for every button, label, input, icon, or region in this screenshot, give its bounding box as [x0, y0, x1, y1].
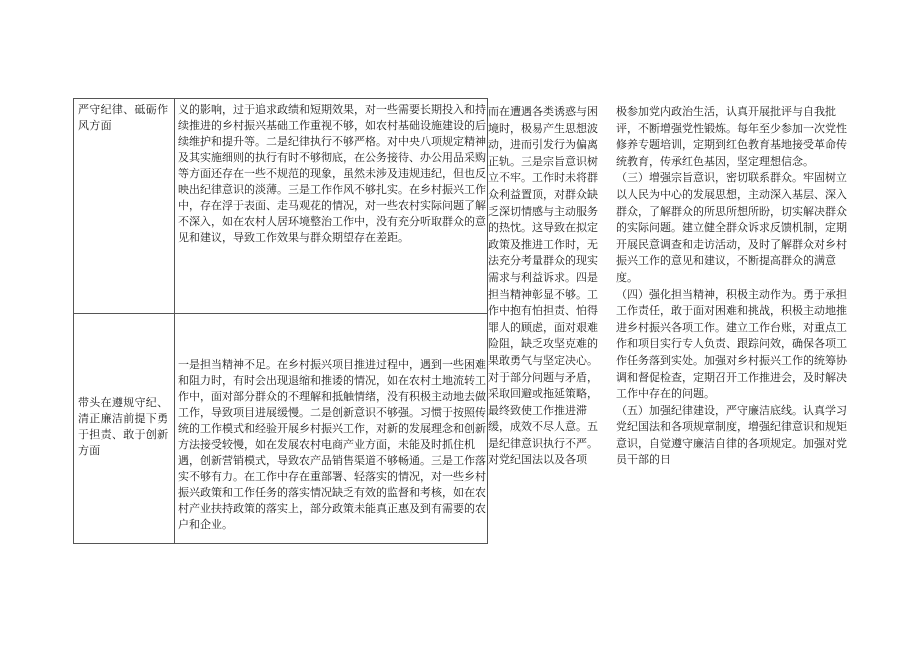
- column4-paragraph-1: 极参加党内政治生活，认真开展批评与自我批评，不断增强党性锻炼。每年至少参加一次党性修养专题培训，定期到红色教育基地接受革命传统教育，传承红色基因，坚定理想信念。: [616, 105, 847, 168]
- row2-label: 带头在遵规守纪、清正廉洁前提下勇于担责、敢于创新方面: [78, 396, 169, 457]
- row1-label: 严守纪律、砥砺作风方面: [78, 103, 169, 132]
- table-row-divider: [74, 313, 487, 314]
- row1-content: 义的影响，过于追求政绩和短期效果，对一些需要长期投入和持续推进的乡村振兴基础工作重视不够，如农村基础设施建设的后续维护和提升等。二是纪律执行不够严格。对中央八项规定精神及其实施细则的执行有时不够彻底，在公务接待、办公用品采购等方面还存在一些不规范的现象，虽然未涉及违规违纪，但也反映出纪律意识的淡薄。三是工作作风不够扎实。在乡村振兴工作中，存在浮于表面、走马观花的情况，对一些农村实际问题了解不深入，如在农村人居环境整治工作中，没有充分听取群众的意见和建议，导致工作效果与群众期望存在差距。: [178, 103, 486, 244]
- column3-text: 而在遭遇各类诱惑与困境时，极易产生思想波动，进而引发行为偏离正轨。三是宗旨意识树立不牢。工作时未将群众利益置顶，对群众缺乏深切情感与主动服务的热忱。这导致在拟定政策及推进工作时，无法充分考量群众的现实需求与利益诉求。四是担当精神彰显不够。工作中抱有怕担责、怕得罪人的顾虑，面对艰难险阻，缺乏攻坚克难的果敢勇气与坚定决心。对于部分问题与矛盾，采取回避或拖延策略，最终致使工作推进滞缓，成效不尽人意。五是纪律意识执行不严。对党纪国法以及各项: [488, 105, 598, 467]
- row2-content: 一是担当精神不足。在乡村振兴项目推进过程中，遇到一些困难和阻力时，有时会出现退缩和推诿的情况，如在农村土地流转工作中，面对部分群众的不理解和抵触情绪，没有积极主动地去做工作，导致项目进展缓慢。二是创新意识不够强。习惯于按照传统的工作模式和经验开展乡村振兴工作，对新的发展理念和创新方法接受较慢，如在发展农村电商产业方面，未能及时抓住机遇，创新营销模式，导致农产品销售渠道不够畅通。三是工作落实不够有力。在工作中存在重部署、轻落实的情况，对一些乡村振兴政策和工作任务的落实情况缺乏有效的监督和考核，如在农村产业扶持政策的落实上，部分政策未能真正惠及到有需要的农户和企业。: [178, 358, 486, 531]
- table-column-divider: [174, 99, 175, 543]
- column4-paragraph-4: （五）加强纪律建设，严守廉洁底线。认真学习党纪国法和各项规章制度，增强纪律意识和规矩意识，自觉遵守廉洁自律的各项规定。加强对党员干部的日: [616, 403, 847, 467]
- review-table: [73, 98, 488, 544]
- column4-paragraph-3: （四）强化担当精神，积极主动作为。勇于承担工作责任，敢于面对困难和挑战，积极主动地推进乡村振兴各项工作。建立工作台账，对重点工作和项目实行专人负责、跟踪问效，确保各项工作任务落到实处。加强对乡村振兴工作的统筹协调和督促检查，定期召开工作推进会，及时解决工作中存在的问题。: [616, 287, 847, 401]
- column4-paragraph-2: （三）增强宗旨意识，密切联系群众。牢固树立以人民为中心的发展思想，主动深入基层、深入群众，了解群众的所思所想所盼，切实解决群众的实际问题。建立健全群众诉求反馈机制，定期开展民意调查和走访活动，及时了解群众对乡村振兴工作的意见和建议，不断提高群众的满意度。: [616, 171, 847, 284]
- column4-text: [616, 104, 856, 469]
